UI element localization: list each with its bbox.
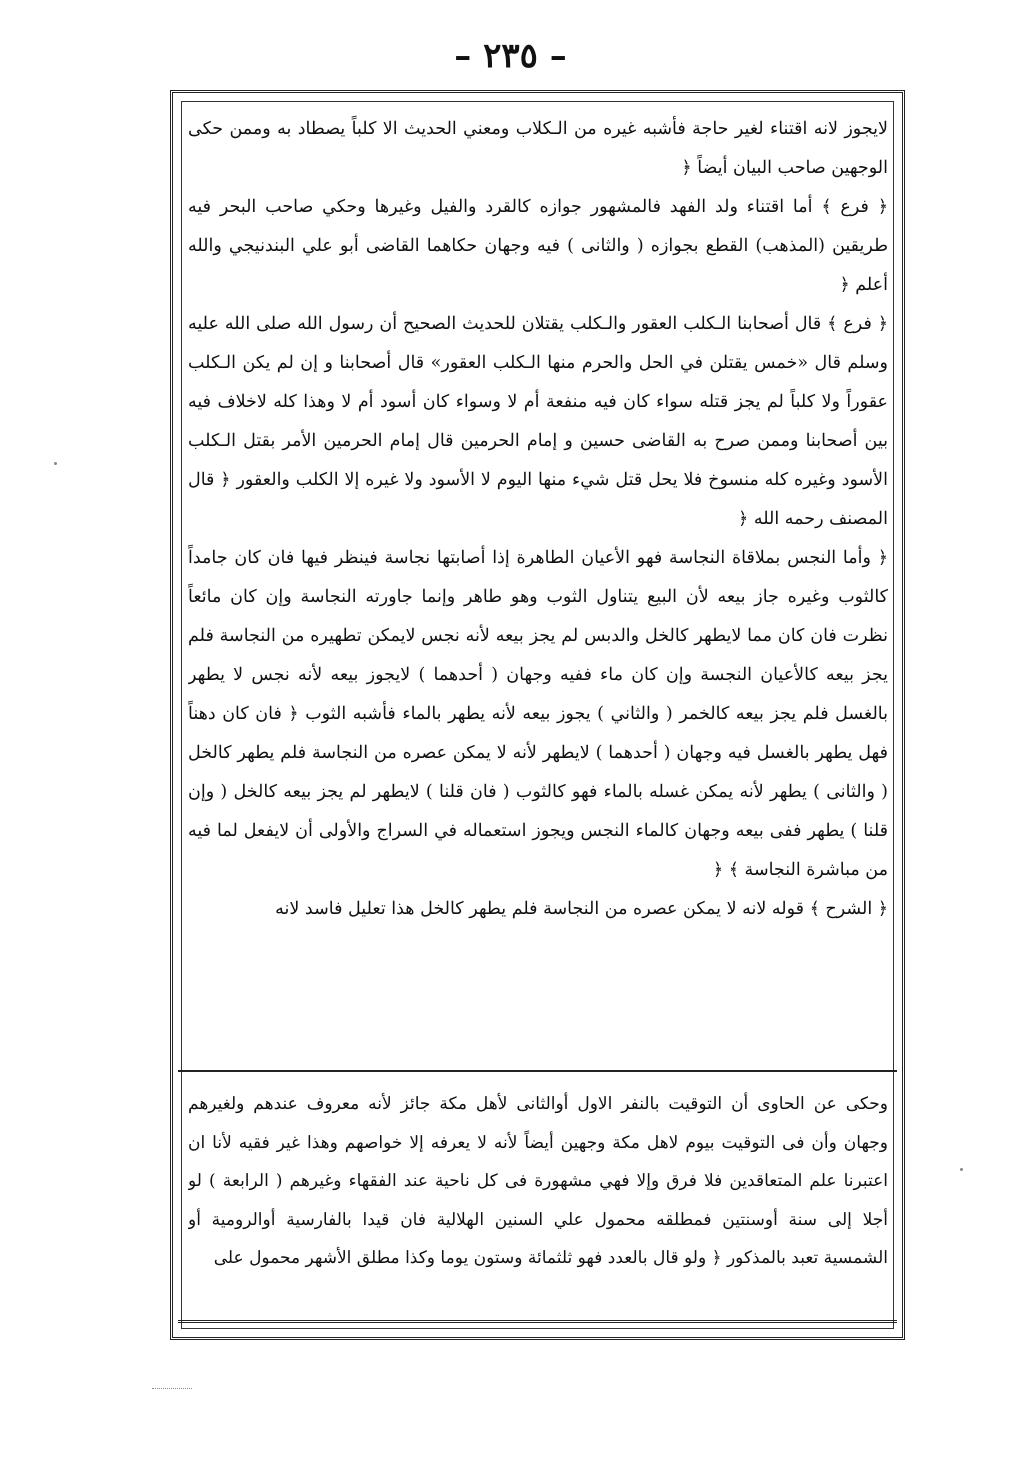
paragraph-5: ﴿ الشرح ﴾ قوله لانه لا يمكن عصره من النجاسة فلم يطهر كالخل هذا تعليل فاسد لانه <box>275 899 888 919</box>
margin-mark <box>152 1388 192 1395</box>
footnote-divider <box>178 1070 897 1072</box>
paragraph-3: ﴿ فرع ﴾ قال أصحابنا الـكلب العقور والـكلب يقتلان للحديث الصحيح أن رسول الله صلى الله عليه وسلم قال «خمس يقتلن في الحل والحرم منها الـكلب العقور» قال أصحابنا و إن لم يكن الـكلب عقوراً ولا كلباً لم يجز قتله سواء كان فيه منفعة أم لا وسواء كان أسود أم لا وهذا كله لاخلاف فيه بين أصحابنا وممن صرح به القاضى حسين و إمام الحرمين قال إمام الحرمين الأمر بقتل الـكلب الأسود وغيره كله منسوخ فلا يحل قتل شيء منها اليوم لا الأسود ولا غيره إلا الكلب والعقور ﴿ قال المصنف رحمه الله ﴿ <box>188 314 888 529</box>
page-number: – ٢٣٥ – <box>454 36 567 76</box>
footnote-paragraph-1: وحكى عن الحاوى أن التوقيت بالنفر الاول أوالثانى لأهل مكة جائز لأنه معروف عندهم ولغيرهم وجهان وأن فى التوقيت بيوم لاهل مكة وجهين أيضاً لأنه لا يعرفه إلا خواصهم وهذا غير فقيه لأنا ان اعتبرنا علم المتعاقدين فلا فرق وإلا فهي مشهورة فى كل ناحية عند الفقهاء وغيرهم ( الرابعة ) لو أجلا إلى سنة أوسنتين فمطلقه محمول علي السنين الهلالية فان قيدا بالفارسية أوالرومية أو الشمسية تعبد بالمذكور ﴿ ولو قال بالعدد فهو ثلثمائة وستون يوما وكذا مطلق الأشهر محمول على <box>188 1094 888 1268</box>
paragraph-4: ﴿ وأما النجس بملاقاة النجاسة فهو الأعيان الطاهرة إذا أصابتها نجاسة فينظر فيها فان كان جامداً كالثوب وغيره جاز بيعه لأن البيع يتناول الثوب وهو طاهر وإنما جاورته النجاسة وإن كان مائعاً نظرت فان كان مما لايطهر كالخل والدبس لم يجز بيعه لأنه نجس لايمكن تطهيره من النجاسة فلم يجز بيعه كالأعيان النجسة وإن كان ماء ففيه وجهان ( أحدهما ) لايجوز بيعه لأنه نجس لا يطهر بالغسل فلم يجز بيعه كالخمر ( والثاني ) يجوز بيعه لأنه يطهر بالماء فأشبه الثوب ﴿ فان كان دهناً فهل يطهر بالغسل فيه وجهان ( أحدهما ) لايطهر لأنه لا يمكن عصره من النجاسة فلم يطهر كالخل ( والثانى ) يطهر لأنه يمكن غسله بالماء فهو كالثوب ( فان قلنا ) لايطهر لم يجز بيعه كالخل ( وإن قلنا ) يطهر ففى بيعه وجهان كالماء النجس ويجوز استعماله في السراج والأولى أن لايفعل لما فيه من مباشرة النجاسة ﴾ ﴿ <box>188 548 888 880</box>
paper-speck <box>54 462 57 465</box>
footnote-text-block <box>188 1085 888 1320</box>
paper-speck <box>960 1168 963 1171</box>
bottom-rule <box>178 1320 897 1323</box>
paragraph-1: لايجوز لانه اقتناء لغير حاجة فأشبه غيره من الـكلاب ومعني الحديث الا كلباً يصطاد به وممن حكى الوجهين صاحب البيان أيضاً ﴿ <box>188 119 888 178</box>
main-text-block <box>188 110 888 1050</box>
paragraph-2: ﴿ فرع ﴾ أما اقتناء ولد الفهد فالمشهور جوازه كالقرد والفيل وغيرها وحكي صاحب البحر فيه طريقين (المذهب) القطع بجوازه ( والثانى ) فيه وجهان حكاهما القاضى أبو علي البندنيجي والله أعلم ﴿ <box>188 197 888 295</box>
